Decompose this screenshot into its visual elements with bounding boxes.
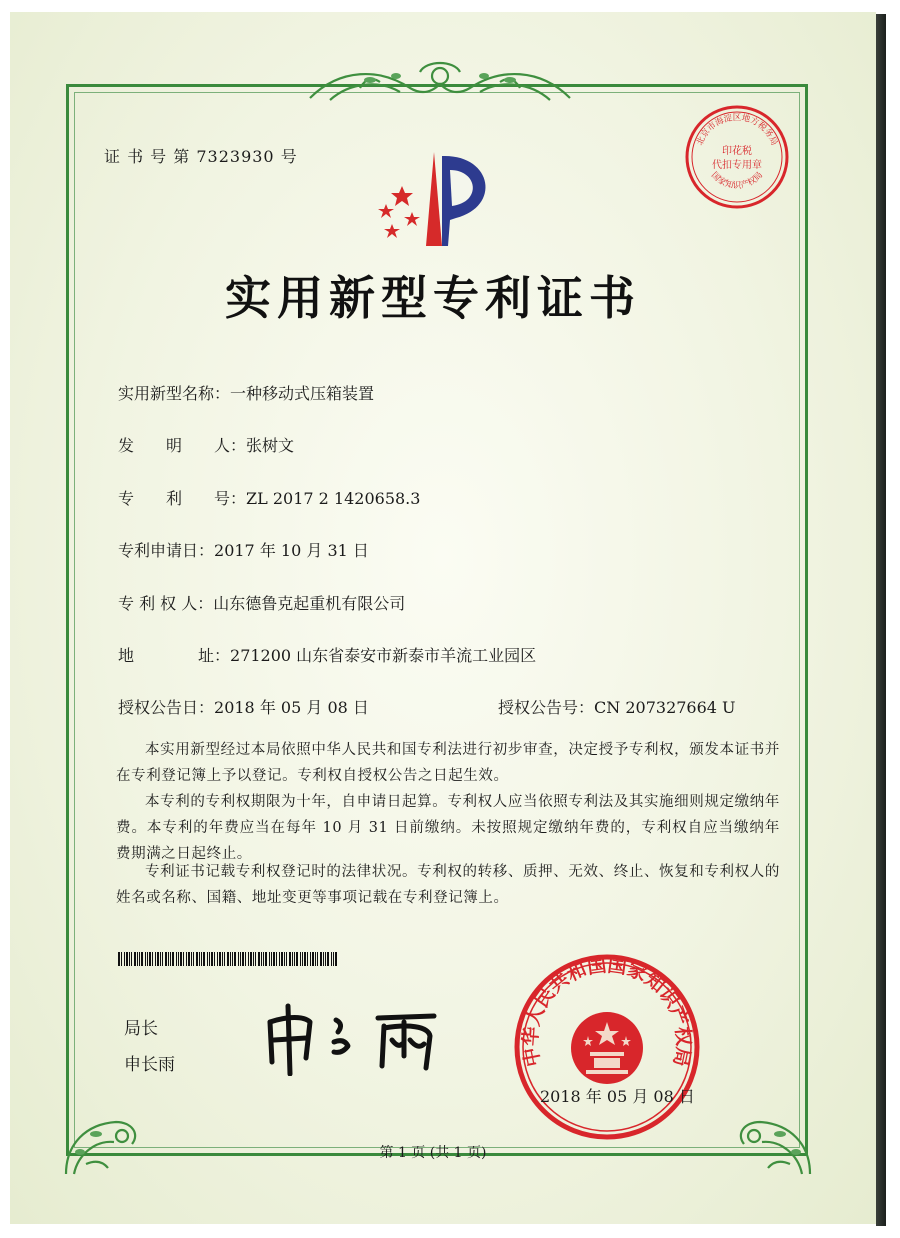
cnipa-official-seal-icon: [512, 952, 702, 1142]
filing-date-value: 2017 年 10 月 31 日: [214, 541, 369, 560]
patentee-row: [118, 591, 405, 614]
grant-number-row: [498, 695, 736, 718]
address-label: 地 址：: [118, 646, 231, 665]
patentee-value: 山东德鲁克起重机有限公司: [213, 594, 406, 613]
small-seal-line2: 代扣专用章: [712, 160, 762, 171]
utility-name-value: 一种移动式压箱装置: [230, 384, 375, 403]
barcode-icon: [118, 952, 338, 966]
patentee-label: 专 利 权 人：: [118, 594, 214, 613]
inventor-row: [118, 433, 294, 456]
grant-number-value: CN 207327664 U: [594, 698, 736, 717]
director-title: 局长: [124, 1019, 158, 1039]
seal-date: 2018 年 05 月 08 日: [540, 1087, 695, 1106]
scan-edge: [876, 14, 886, 1226]
top-ornament-icon: [300, 58, 580, 110]
tax-stamp-seal-icon: [682, 102, 792, 212]
patent-number-row: [118, 486, 420, 509]
grant-date-value: 2018 年 05 月 08 日: [214, 698, 369, 717]
big-seal-text: 中华人民共和国国家知识产权局: [519, 954, 695, 1069]
utility-name-label: 实用新型名称：: [118, 384, 231, 403]
page-number: 第 1 页 (共 1 页): [379, 1145, 487, 1161]
filing-date-label: 专利申请日：: [118, 541, 215, 560]
certificate-number: 证 书 号 第 7323930 号: [104, 147, 298, 166]
small-seal-ring-text: 北京市海淀区地方税务局: [695, 113, 779, 148]
small-seal-line1: 印花税: [722, 146, 752, 157]
grant-number-label: 授权公告号：: [498, 698, 595, 717]
grant-date-row: [118, 695, 369, 718]
paragraph-grant: 本实用新型经过本局依照中华人民共和国专利法进行初步审查，决定授予专利权，颁发本证书并在专利登记簿上予以登记。专利权自授权公告之日起生效。: [116, 742, 780, 784]
patent-office-logo-icon: [372, 146, 512, 250]
inventor-value: 张树文: [246, 436, 295, 455]
address-row: [118, 643, 536, 666]
grant-date-label: 授权公告日：: [118, 698, 215, 717]
director-name: 申长雨: [124, 1055, 175, 1075]
small-seal-bottom-text: 国家知识产权局: [708, 170, 766, 192]
certificate-title: 实用新型专利证书: [225, 271, 641, 325]
patent-number-label: 专 利 号：: [118, 489, 247, 508]
utility-name-row: [118, 381, 374, 404]
director-signature-icon: [258, 996, 448, 1076]
inventor-label: 发 明 人：: [118, 436, 247, 455]
svg-text:国家知识产权局: [709, 170, 765, 191]
paragraph-legal-status: 专利证书记载专利权登记时的法律状况。专利权的转移、质押、无效、终止、恢复和专利权人的姓名或名称、国籍、地址变更等事项记载在专利登记簿上。: [116, 864, 780, 906]
patent-number-value: ZL 2017 2 1420658.3: [246, 489, 421, 508]
paragraph-term: 本专利的专利权期限为十年，自申请日起算。专利权人应当依照专利法及其实施细则规定缴纳年费。本专利的年费应当在每年 10 月 31 日前缴纳。未按照规定缴纳年费的，专利权自应当缴纳年费期满之日起终止。: [116, 794, 780, 862]
filing-date-row: [118, 538, 369, 561]
address-value: 271200 山东省泰安市新泰市羊流工业园区: [230, 646, 537, 665]
